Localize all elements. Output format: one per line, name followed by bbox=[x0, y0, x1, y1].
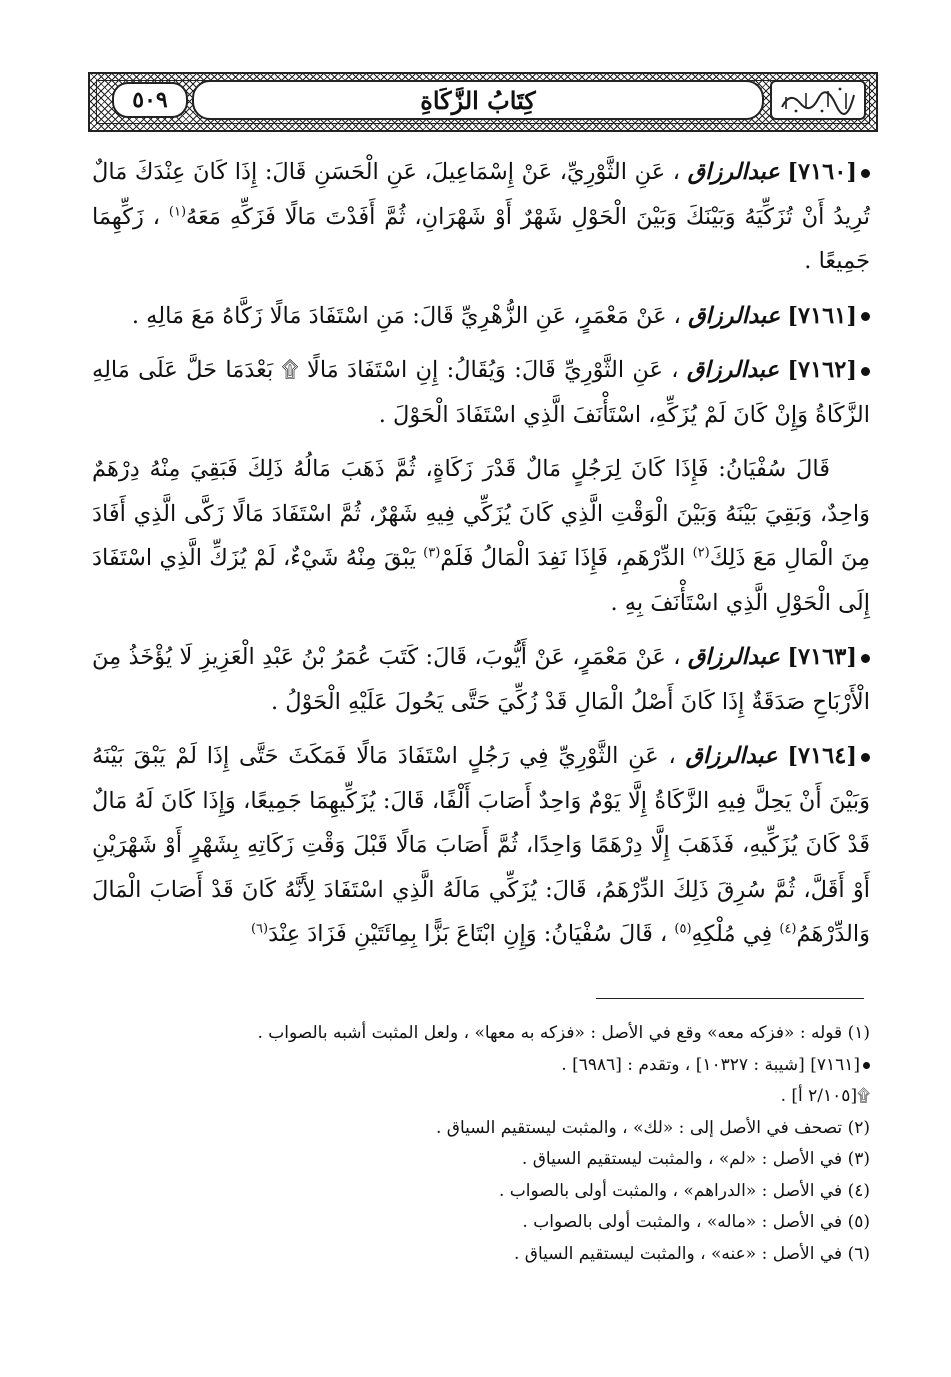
footnote: (٤) في الأصل : «الدراهم» ، والمثبت أولى بالصواب . bbox=[498, 1180, 870, 1201]
main-text bbox=[92, 150, 870, 967]
hadith-text: فِي مُلْكِهِ bbox=[691, 921, 773, 947]
footnote: [٢/١٠٥ أ] . bbox=[780, 1086, 858, 1106]
hadith-text: ، عَنِ الثَّوْرِيِّ فِي رَجُلٍ اسْتَفَادَ مَالًا فَمَكَثَ حَتَّى إِذَا لَمْ يَبْقَ بَيْنَهُ وَبَيْنَ أَنْ يَحِلَّ فِيهِ الزَّكَاةُ إِلَّا يَوْمٌ وَاحِدٌ أَصَابَ أَلْفًا، قَالَ: يُزَكِّيهِمَا جَمِيعًا، وَإِذَا كَانَ لَهُ مَالٌ قَدْ كَانَ يُزَكِّيهِ، فَذَهَبَ إِلَّا دِرْهَمًا وَاحِدًا، ثُمَّ أَصَابَ مَالًا قَبْلَ وَقْتِ زَكَاتِهِ بِشَهْرٍ أَوْ شَهْرَيْنِ أَوْ أَقَلَّ، ثُمَّ سُرِقَ ذَلِكَ الدِّرْهَمُ، قَالَ: يُزَكِّي مَالَهُ الَّذِي اسْتَفَادَ لِأَنَّهُ كَانَ قَدْ أَصَابَ الْمَالَ وَالدِّرْهَمُ bbox=[92, 743, 870, 947]
commentary-text: يَبْقَ مِنْهُ شَيْءٌ، لَمْ يُزَكِّ الَّذِي اسْتَفَادَ إِلَى الْحَوْلِ الَّذِي اسْتَأْنَفَ بِهِ . bbox=[92, 545, 870, 616]
hadith-author: عبدالرزاق bbox=[686, 357, 780, 383]
footnote-source bbox=[230, 1050, 870, 1082]
footnotes bbox=[230, 1018, 870, 1270]
footnote: (٥) في الأصل : «ماله» ، والمثبت أولى بالصواب . bbox=[522, 1212, 870, 1232]
footnote-ref[interactable]: (٤) bbox=[779, 921, 797, 937]
entry-bullet-icon bbox=[861, 367, 870, 376]
hadith-text: ، عَنِ الثَّوْرِيِّ قَالَ: وَيُقَالُ: إِنِ اسْتَفَادَ مَالًا bbox=[306, 357, 679, 383]
hadith-number: [٧١٦١] bbox=[787, 302, 857, 329]
hadith-entry bbox=[92, 150, 870, 284]
hadith-entry bbox=[92, 294, 870, 339]
page-number: ٥٠٩ bbox=[112, 82, 188, 118]
hadith-text: ، زَكِّهِمَا جَمِيعًا . bbox=[92, 203, 870, 274]
footnote-ref[interactable]: (٥) bbox=[674, 921, 692, 937]
hadith-number: [٧١٦٤] bbox=[787, 743, 858, 769]
entry-bullet-icon bbox=[861, 312, 870, 321]
commentary-text: قَالَ سُفْيَانُ: فَإِذَا كَانَ لِرَجُلٍ مَالٌ قَدْرَ زَكَاةٍ، ثُمَّ ذَهَبَ مَالُهُ ذَلِكَ فَبَقِيَ مِنْهُ دِرْهَمٌ وَاحِدٌ، وَبَقِيَ بَيْنَهُ وَبَيْنَ الْوَقْتِ الَّذِي كَانَ يُزَكِّي فِيهِ شَهْرٌ، ثُمَّ اسْتَفَادَ مَالًا زَكَّى الَّذِي أَفَادَ مِنَ الْمَالِ مَعَ ذَلِكَ bbox=[92, 456, 871, 571]
hadith-number: [٧١٦٠] bbox=[787, 159, 858, 185]
footnote-ref[interactable]: (١) bbox=[168, 204, 187, 219]
hadith-text: ، قَالَ سُفْيَانُ: وَإِنِ ابْتَاعَ بَزًّا بِمِائَتَيْنِ فَزَادَ عِنْدَ bbox=[268, 921, 668, 947]
footnote-ref[interactable]: (٦) bbox=[250, 921, 269, 937]
hadith-author: عبدالرزاق bbox=[688, 302, 781, 329]
footnote: (٦) في الأصل : «عنه» ، والمثبت ليستقيم السياق . bbox=[514, 1243, 870, 1264]
hadith-entry bbox=[92, 348, 870, 437]
calligraphy-logo-icon bbox=[776, 85, 860, 115]
footnote-separator bbox=[596, 998, 864, 999]
book-logo bbox=[770, 80, 866, 120]
hadith-author: عبدالرزاق bbox=[687, 644, 780, 670]
commentary-paragraph bbox=[92, 447, 870, 625]
source-bullet-icon bbox=[863, 1062, 870, 1069]
footnote-ref[interactable]: (٣) bbox=[423, 545, 441, 561]
hadith-entry bbox=[92, 635, 870, 724]
footnote-ref[interactable]: (٢) bbox=[692, 545, 710, 561]
entry-bullet-icon bbox=[861, 753, 870, 762]
footnote: (١) قوله : «فزكه معه» وقع في الأصل : «فزكه به معها» ، ولعل المثبت أشبه بالصواب . bbox=[257, 1023, 870, 1043]
hadith-author: عبدالرزاق bbox=[687, 159, 780, 185]
footnote-folio bbox=[230, 1081, 870, 1113]
chapter-title: كِتَابُ الزَّكَاةِ bbox=[192, 80, 764, 120]
folio-marker-icon: ۩ bbox=[857, 1086, 870, 1106]
hadith-text: ، عَنْ مَعْمَرٍ، عَنْ أَيُّوبَ، قَالَ: كَتَبَ عُمَرُ بْنُ عَبْدِ الْعَزِيزِ لَا يُؤْخَذُ مِنَ الْأَرْبَاحِ صَدَقَةٌ إِذَا كَانَ أَصْلُ الْمَالِ قَدْ زُكِّيَ حَتَّى يَحُولَ عَلَيْهِ الْحَوْلُ . bbox=[92, 644, 870, 715]
footnote: (٣) في الأصل : «لم» ، والمثبت ليستقيم السياق . bbox=[521, 1149, 870, 1169]
footnote: [٧١٦١] [شيبة : ١٠٣٢٧] ، وتقدم : [٦٩٨٦] . bbox=[561, 1054, 860, 1075]
footnote: (٢) تصحف في الأصل إلى : «لك» ، والمثبت ليستقيم السياق . bbox=[435, 1117, 870, 1138]
commentary-text: الدِّرْهَمِ، فَإِذَا نَفِدَ الْمَالُ فَلَمْ bbox=[440, 545, 686, 571]
manuscript-folio-marker-icon: ۩ bbox=[281, 357, 299, 383]
hadith-text: ، عَنِ الثَّوْرِيِّ، عَنْ إِسْمَاعِيلَ، عَنِ الْحَسَنِ قَالَ: إِذَا كَانَ عِنْدَكَ مَالٌ تُرِيدُ أَنْ تُزَكِّيَهُ وَبَيْنَكَ وَبَيْنَ الْحَوْلِ شَهْرٌ أَوْ شَهْرَانِ، ثُمَّ أَفَدْتَ مَالًا فَزَكِّهِ مَعَهُ bbox=[92, 159, 870, 230]
hadith-author: عبدالرزاق bbox=[685, 743, 778, 769]
entry-bullet-icon bbox=[861, 169, 870, 178]
entry-bullet-icon bbox=[861, 654, 870, 663]
hadith-text: ، عَنْ مَعْمَرٍ، عَنِ الزُّهْرِيِّ قَالَ: مَنِ اسْتَفَادَ مَالًا زَكَّاهُ مَعَ مَالِهِ . bbox=[131, 302, 681, 329]
hadith-entry bbox=[92, 734, 870, 957]
hadith-number: [٧١٦٣] bbox=[787, 644, 857, 670]
hadith-number: [٧١٦٢] bbox=[787, 357, 857, 383]
page-header bbox=[88, 72, 878, 132]
hadith-text: بَعْدَمَا حَلَّ عَلَى مَالِهِ الزَّكَاةُ وَإِنْ كَانَ لَمْ يُزَكِّهِ، اسْتَأْنَفَ الَّذِي اسْتَفَادَ الْحَوْلَ . bbox=[92, 357, 870, 428]
